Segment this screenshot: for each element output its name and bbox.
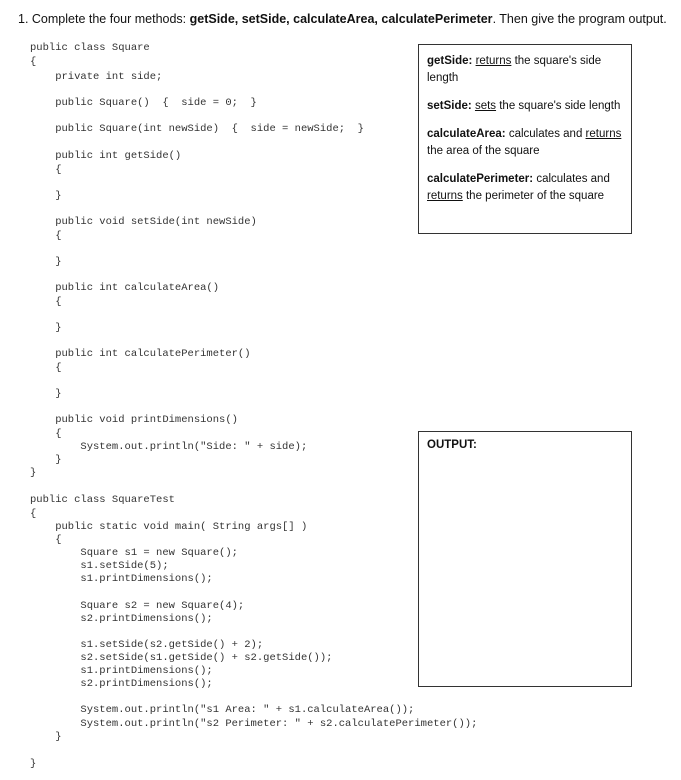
definition-term: getSide:: [427, 55, 473, 67]
code-line: public static void main( String args[] ): [30, 521, 308, 533]
code-line: s2.setSide(s1.getSide() + s2.getSide());: [30, 652, 333, 664]
definition-text: calculates and: [505, 128, 586, 140]
code-line: public int getSide(): [30, 150, 182, 162]
definition-calculatearea: [427, 126, 623, 160]
code-line: public class Square: [30, 42, 150, 54]
code-line: public class SquareTest: [30, 494, 175, 506]
code-line: public void setSide(int newSide): [30, 216, 257, 228]
question-suffix: . Then give the program output.: [492, 12, 667, 26]
code-line: s1.setSide(5);: [30, 560, 169, 572]
code-line: {: [30, 534, 62, 546]
code-line: public int calculateArea(): [30, 282, 220, 294]
code-line: {: [30, 56, 37, 68]
definition-term: calculateArea:: [427, 128, 506, 140]
code-line: s1.setSide(s2.getSide() + 2);: [30, 639, 264, 651]
definition-term: setSide:: [427, 100, 472, 112]
code-line: }: [30, 758, 37, 770]
definition-getside: [427, 53, 623, 87]
code-line: }: [30, 190, 62, 202]
definition-text: the square's side length: [427, 55, 602, 84]
definition-emphasis: returns: [427, 190, 463, 202]
code-line: Square s1 = new Square();: [30, 547, 238, 559]
code-line: s1.printDimensions();: [30, 573, 213, 585]
code-line: {: [30, 362, 62, 374]
code-line: s2.printDimensions();: [30, 613, 213, 625]
code-line: {: [30, 428, 62, 440]
definition-text: calculates and: [533, 173, 610, 185]
question-methods: getSide, setSide, calculateArea, calculatePerimeter: [189, 12, 493, 26]
code-line: public int calculatePerimeter(): [30, 348, 251, 360]
output-label: OUTPUT:: [427, 439, 477, 451]
code-line: private int side;: [30, 71, 163, 83]
definition-setside: [427, 98, 623, 115]
definition-text: the area of the square: [427, 145, 540, 157]
code-line: }: [30, 322, 62, 334]
code-line: public Square(int newSide) { side = newSide; }: [30, 123, 364, 135]
code-line: System.out.println("s2 Perimeter: " + s2.calculatePerimeter());: [30, 718, 478, 730]
output-box[interactable]: [418, 431, 632, 687]
definition-emphasis: sets: [474, 100, 497, 112]
code-line: System.out.println("s1 Area: " + s1.calculateArea());: [30, 704, 415, 716]
definition-emphasis: returns: [475, 55, 512, 67]
code-line: }: [30, 256, 62, 268]
definition-text: the square's side length: [496, 100, 621, 112]
code-line: s1.printDimensions();: [30, 665, 213, 677]
code-line: {: [30, 164, 62, 176]
code-line: }: [30, 454, 62, 466]
code-line: }: [30, 731, 62, 743]
question-text: [18, 12, 667, 26]
code-line: }: [30, 467, 37, 479]
code-line: {: [30, 508, 37, 520]
code-line: }: [30, 388, 62, 400]
code-line: Square s2 = new Square(4);: [30, 600, 245, 612]
definition-emphasis: returns: [585, 128, 622, 140]
code-line: s2.printDimensions();: [30, 678, 213, 690]
code-line: {: [30, 230, 62, 242]
definition-text: the perimeter of the square: [462, 190, 605, 202]
method-definitions-box: [418, 44, 632, 234]
code-line: {: [30, 296, 62, 308]
code-line: public void printDimensions(): [30, 414, 238, 426]
code-line: System.out.println("Side: " + side);: [30, 441, 308, 453]
code-line: public Square() { side = 0; }: [30, 97, 257, 109]
definition-calculateperimeter: [427, 171, 623, 205]
question-prefix: 1. Complete the four methods:: [18, 12, 190, 26]
definition-term: calculatePerimeter:: [427, 173, 534, 185]
